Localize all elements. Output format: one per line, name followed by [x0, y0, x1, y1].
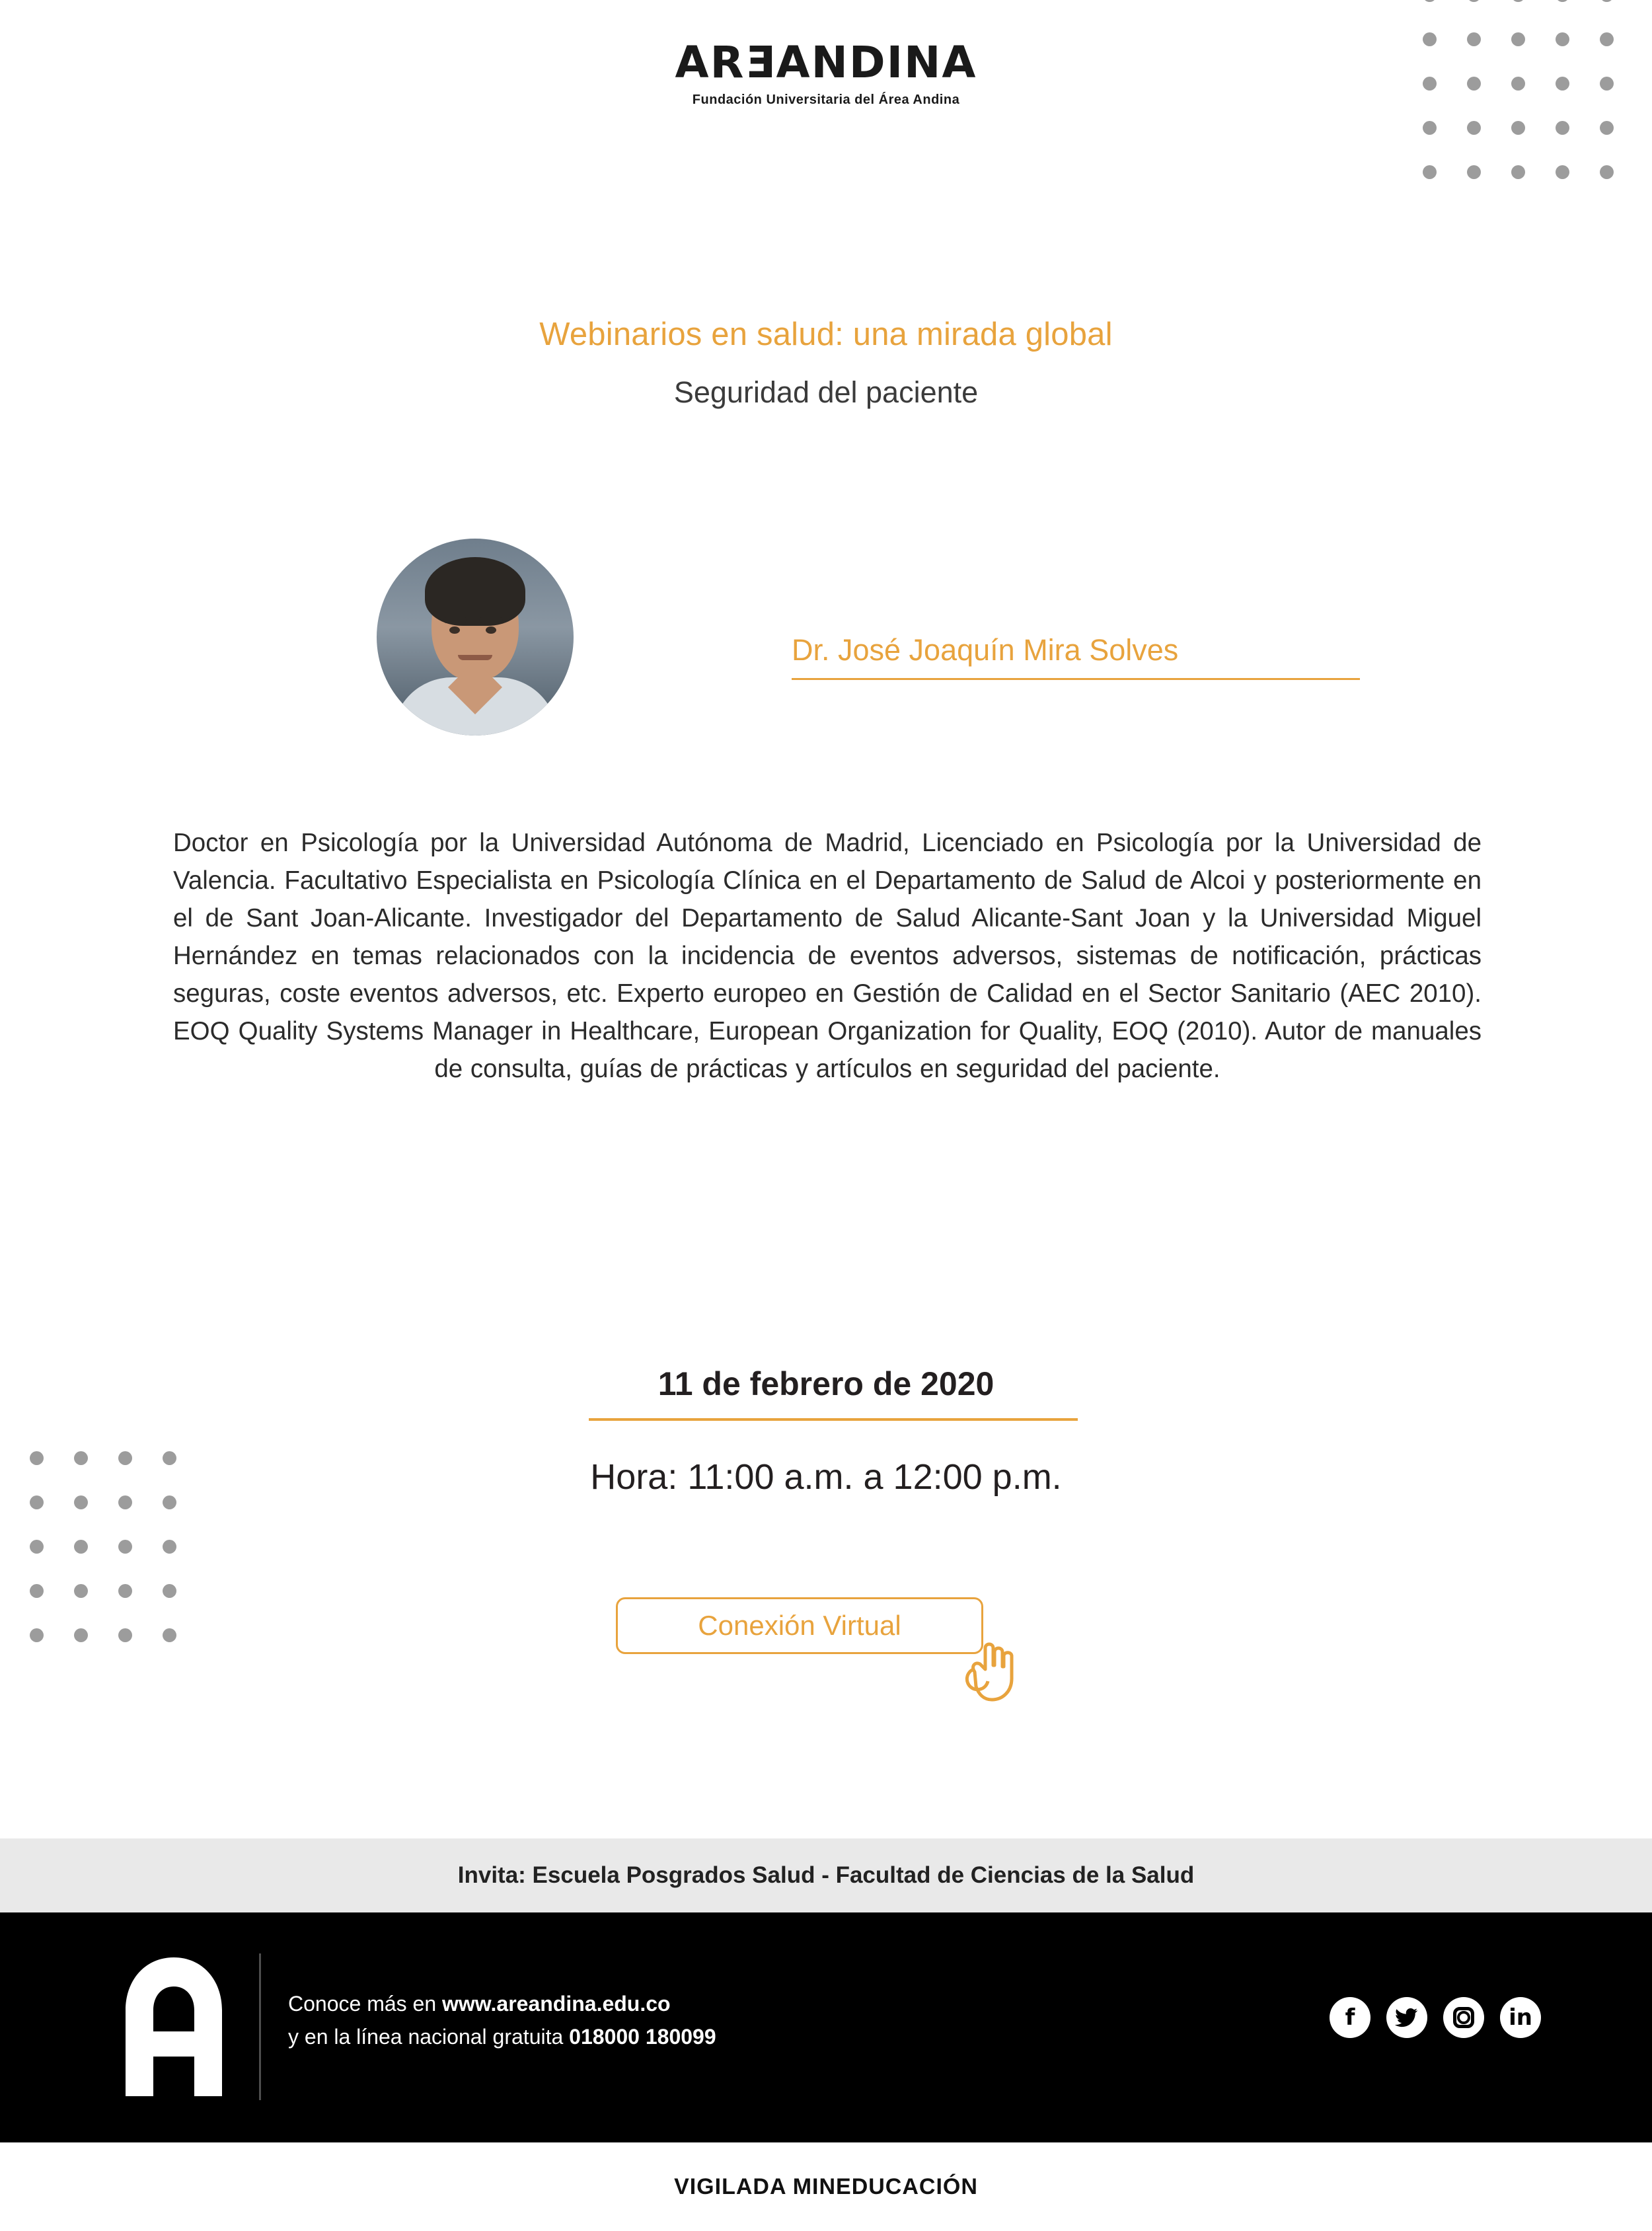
dot — [1511, 165, 1525, 179]
footer-line-2 — [288, 2021, 716, 2054]
date-underline — [589, 1418, 1078, 1421]
twitter-bird-glyph — [1395, 2007, 1419, 2028]
vigilada-mineducacion-label: VIGILADA MINEDUCACIÓN — [0, 2142, 1652, 2231]
footer-website[interactable]: www.areandina.edu.co — [442, 1992, 671, 2016]
dot — [1467, 0, 1481, 2]
social-links — [1330, 1997, 1541, 2038]
dot — [163, 1628, 176, 1642]
logo-tagline: Fundación Universitaria del Área Andina — [692, 93, 960, 107]
footer-divider — [259, 1953, 261, 2100]
speaker-name: Dr. José Joaquín Mira Solves — [792, 633, 1360, 680]
portrait-brow-right — [479, 617, 503, 623]
footer-phone: 018000 180099 — [569, 2024, 716, 2049]
event-time: Hora: 11:00 a.m. a 12:00 p.m. — [590, 1457, 1062, 1497]
dot — [30, 1628, 44, 1642]
speaker-portrait — [377, 539, 574, 736]
speaker-bio: Doctor en Psicología por la Universidad Autónoma de Madrid, Licenciado en Psicología por la Universidad de Valencia. Facultativo Especialista en Psicología Clínica en el Departamento de Salud de Alcoi y posteriormente en el de Sant Joan-Alicante. Investigador del Departamento de Salud Alicante-Sant Joan y la Universidad Miguel Hernández en temas relacionados con la incidencia de eventos adversos, sistemas de notificación, prácticas seguras, coste eventos adversos, etc. Experto europeo en Gestión de Calidad en el Sector Sanitario (AEC 2010). EOQ Quality Systems Manager in Healthcare, European Organization for Quality, EOQ (2010). Autor de manuales de consulta, guías de prácticas y artículos en seguridad del paciente. — [173, 829, 1482, 1083]
dot — [118, 1584, 132, 1598]
dot — [74, 1584, 88, 1598]
dot — [163, 1584, 176, 1598]
brand-logo — [0, 37, 1652, 108]
instagram-icon[interactable] — [1443, 1997, 1484, 2038]
dot — [30, 1495, 44, 1509]
dot — [1600, 121, 1614, 135]
dot — [74, 1540, 88, 1554]
logo-mirrored-e: E — [745, 37, 776, 88]
footer-contact-text — [288, 1988, 716, 2053]
facebook-icon[interactable]: f — [1330, 1997, 1370, 2038]
dot — [163, 1495, 176, 1509]
dot — [1600, 0, 1614, 2]
footer — [0, 1912, 1652, 2142]
logo-word-part2: ANDINA — [776, 37, 977, 88]
instagram-glyph — [1453, 2007, 1474, 2028]
dot — [1556, 0, 1569, 2]
dot — [118, 1495, 132, 1509]
page-subtitle: Seguridad del paciente — [673, 375, 979, 409]
dot — [1423, 0, 1437, 2]
dot — [1467, 121, 1481, 135]
dot — [1511, 0, 1525, 2]
dot — [1600, 165, 1614, 179]
twitter-icon[interactable] — [1386, 1997, 1427, 2038]
dot — [163, 1540, 176, 1554]
footer-line2-prefix: y en la línea nacional gratuita — [288, 2024, 570, 2049]
dot — [1511, 121, 1525, 135]
portrait-brow-left — [443, 617, 467, 623]
dot — [118, 1628, 132, 1642]
dot — [1423, 121, 1437, 135]
areandina-a-icon — [111, 1953, 237, 2100]
dot — [1423, 165, 1437, 179]
dot — [30, 1584, 44, 1598]
portrait-mouth — [458, 655, 492, 660]
invita-bar: Invita: Escuela Posgrados Salud - Facultad de Ciencias de la Salud — [0, 1838, 1652, 1912]
dot — [118, 1540, 132, 1554]
dot — [74, 1628, 88, 1642]
portrait-eye-left — [449, 626, 460, 634]
dot — [1556, 121, 1569, 135]
dot — [1467, 165, 1481, 179]
dot — [1556, 165, 1569, 179]
dot — [74, 1495, 88, 1509]
dot — [30, 1540, 44, 1554]
footer-line-1 — [288, 1988, 716, 2021]
virtual-connection-button[interactable]: Conexión Virtual — [616, 1597, 983, 1654]
logo-wordmark — [0, 37, 1652, 88]
linkedin-icon[interactable]: in — [1500, 1997, 1541, 2038]
hand-cursor-icon — [961, 1638, 1021, 1704]
event-date: 11 de febrero de 2020 — [657, 1365, 995, 1402]
page-title: Webinarios en salud: una mirada global — [539, 317, 1113, 352]
footer-line1-prefix: Conoce más en — [288, 1992, 443, 2016]
portrait-hair — [425, 557, 525, 626]
portrait-eye-right — [486, 626, 496, 634]
logo-word-part1: AR — [675, 37, 745, 88]
